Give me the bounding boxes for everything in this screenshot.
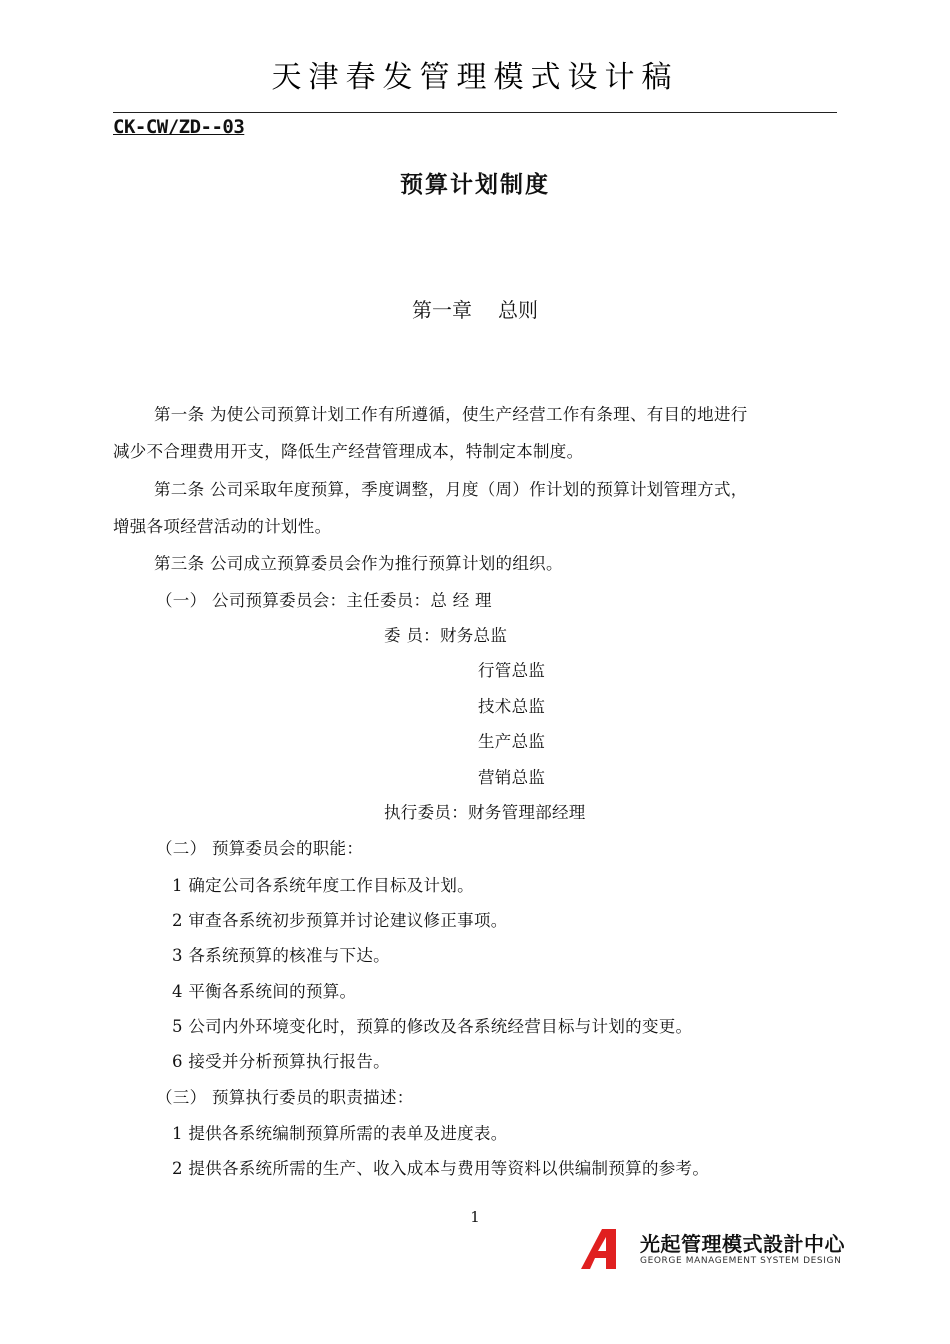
- member-item: 行管总监: [478, 661, 546, 680]
- section-3-heading: （三） 预算执行委员的职责描述：: [156, 1088, 414, 1107]
- chapter-name: 总则: [498, 298, 538, 322]
- list-item: 1 提供各系统编制预算所需的表单及进度表。: [172, 1124, 508, 1143]
- member-item: 营销总监: [478, 768, 546, 787]
- chapter-label: 第一章: [412, 298, 472, 322]
- list-item: 2 审查各系统初步预算并讨论建议修正事项。: [172, 911, 508, 930]
- article-1-line-1: 第一条 为使公司预算计划工作有所遵循，使生产经营工作有条理、有目的地进行: [154, 405, 748, 424]
- section-2-heading: （二） 预算委员会的职能：: [156, 839, 364, 858]
- section-1-heading: （一） 公司预算委员会：主任委员：总 经 理: [156, 591, 492, 610]
- executive-member: 执行委员：财务管理部经理: [384, 803, 586, 822]
- list-item: 1 确定公司各系统年度工作目标及计划。: [172, 876, 474, 895]
- list-item: 5 公司内外环境变化时，预算的修改及各系统经营目标与计划的变更。: [172, 1017, 693, 1036]
- footer-logo: [578, 1226, 845, 1272]
- header-divider: [113, 112, 837, 113]
- logo-chinese-name: 光起管理模式設計中心: [640, 1232, 845, 1256]
- member-item: 生产总监: [478, 732, 546, 751]
- article-3: 第三条 公司成立预算委员会作为推行预算计划的组织。: [154, 554, 563, 573]
- logo-a-icon: [578, 1228, 634, 1270]
- member-item: 技术总监: [478, 697, 546, 716]
- logo-english-name: GEORGE MANAGEMENT SYSTEM DESIGN: [640, 1256, 842, 1266]
- list-item: 3 各系统预算的核准与下达。: [172, 946, 390, 965]
- article-1-line-2: 减少不合理费用开支，降低生产经营管理成本，特制定本制度。: [113, 442, 584, 461]
- page-number: 1: [470, 1208, 480, 1226]
- list-item: 2 提供各系统所需的生产、收入成本与费用等资料以供编制预算的参考。: [172, 1159, 710, 1178]
- members-label: 委 员：财务总监: [384, 626, 508, 645]
- article-2-line-1: 第二条 公司采取年度预算，季度调整，月度（周）作计划的预算计划管理方式，: [154, 480, 748, 499]
- chapter-heading: [0, 294, 950, 323]
- header-title: 天津春发管理模式设计稿: [271, 60, 679, 95]
- list-item: 6 接受并分析预算执行报告。: [172, 1052, 390, 1071]
- document-code: CK-CW/ZD--03: [113, 116, 245, 138]
- list-item: 4 平衡各系统间的预算。: [172, 982, 357, 1001]
- document-title: 预算计划制度: [400, 172, 550, 198]
- article-2-line-2: 增强各项经营活动的计划性。: [113, 517, 332, 536]
